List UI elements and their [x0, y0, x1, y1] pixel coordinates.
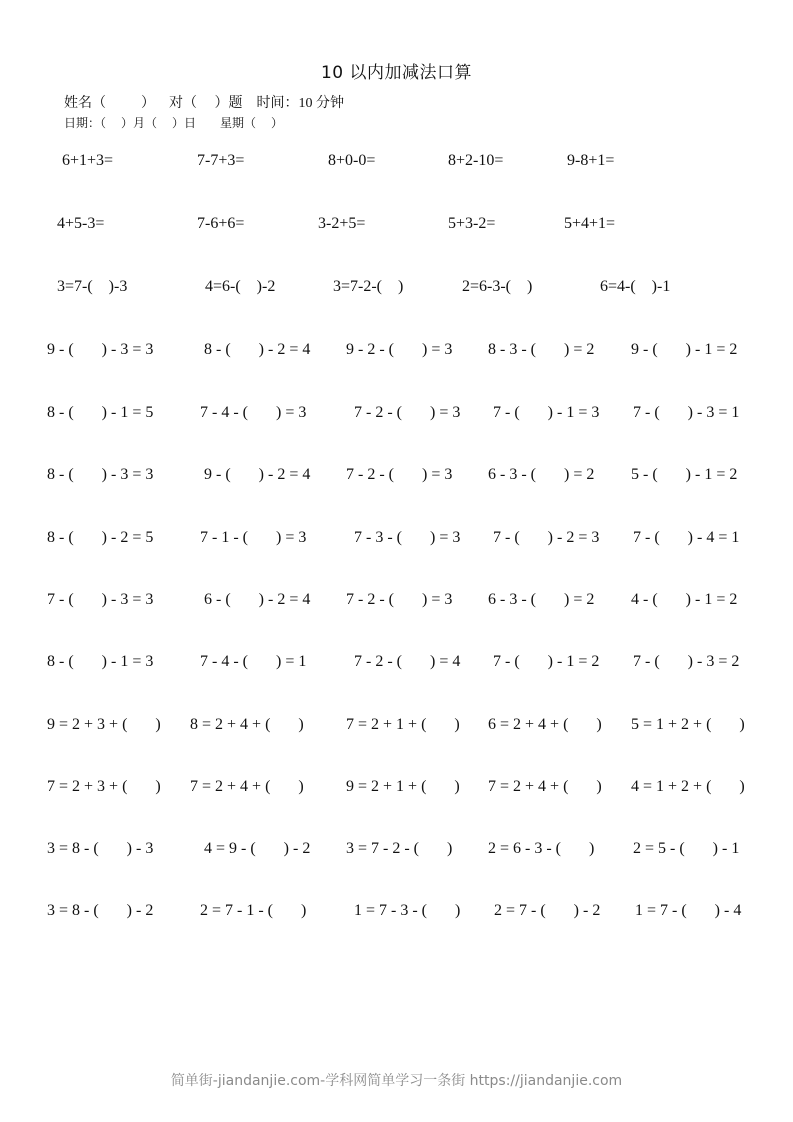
math-problem: 7 - ( ) - 3 = 1 — [633, 404, 740, 421]
math-problem: 2 = 5 - ( ) - 1 — [633, 840, 740, 857]
math-problem: 7 - 3 - ( ) = 3 — [354, 529, 461, 546]
math-problem: 7 = 2 + 4 + ( ) — [190, 778, 304, 795]
problem-row — [0, 152, 793, 176]
math-problem: 6 - 3 - ( ) = 2 — [488, 466, 595, 483]
problem-row — [0, 215, 793, 239]
math-problem: 3=7-2-( ) — [333, 278, 404, 295]
math-problem: 8 = 2 + 4 + ( ) — [190, 716, 304, 733]
math-problem: 9 - ( ) - 3 = 3 — [47, 341, 154, 358]
math-problem: 5+4+1= — [564, 215, 616, 232]
math-problem: 8 - ( ) - 2 = 5 — [47, 529, 154, 546]
math-problem: 8 - ( ) - 3 = 3 — [47, 466, 154, 483]
math-problem: 7 - 2 - ( ) = 3 — [346, 466, 453, 483]
problem-row — [0, 653, 793, 677]
math-problem: 7 - 1 - ( ) = 3 — [200, 529, 307, 546]
math-problem: 3 = 7 - 2 - ( ) — [346, 840, 453, 857]
math-problem: 2 = 7 - ( ) - 2 — [494, 902, 601, 919]
math-problem: 6 = 2 + 4 + ( ) — [488, 716, 602, 733]
math-problem: 7 - ( ) - 3 = 3 — [47, 591, 154, 608]
math-problem: 8 - ( ) - 1 = 3 — [47, 653, 154, 670]
math-problem: 2 = 6 - 3 - ( ) — [488, 840, 595, 857]
math-problem: 9 = 2 + 3 + ( ) — [47, 716, 161, 733]
math-problem: 3=7-( )-3 — [57, 278, 128, 295]
math-problem: 1 = 7 - ( ) - 4 — [635, 902, 742, 919]
math-problem: 7 - ( ) - 1 = 2 — [493, 653, 600, 670]
math-problem: 3-2+5= — [318, 215, 366, 232]
math-problem: 9 - ( ) - 2 = 4 — [204, 466, 311, 483]
math-problem: 9 = 2 + 1 + ( ) — [346, 778, 460, 795]
page-title: 10 以内加减法口算 — [320, 63, 473, 83]
math-problem: 4 = 1 + 2 + ( ) — [631, 778, 745, 795]
math-problem: 3 = 8 - ( ) - 2 — [47, 902, 154, 919]
math-problem: 5 - ( ) - 1 = 2 — [631, 466, 738, 483]
math-problem: 4+5-3= — [57, 215, 105, 232]
math-problem: 7 = 2 + 1 + ( ) — [346, 716, 460, 733]
problem-row — [0, 591, 793, 615]
math-problem: 5+3-2= — [448, 215, 496, 232]
math-problem: 9 - 2 - ( ) = 3 — [346, 341, 453, 358]
math-problem: 7 = 2 + 4 + ( ) — [488, 778, 602, 795]
math-problem: 1 = 7 - 3 - ( ) — [354, 902, 461, 919]
math-problem: 8+2-10= — [448, 152, 504, 169]
problem-row — [0, 778, 793, 802]
problem-row — [0, 840, 793, 864]
problem-row — [0, 404, 793, 428]
problem-row — [0, 341, 793, 365]
math-problem: 6=4-( )-1 — [600, 278, 671, 295]
problem-row — [0, 902, 793, 926]
math-problem: 7-6+6= — [197, 215, 245, 232]
math-problem: 9-8+1= — [567, 152, 615, 169]
math-problem: 7 - 4 - ( ) = 3 — [200, 404, 307, 421]
math-problem: 7 - ( ) - 3 = 2 — [633, 653, 740, 670]
problem-row — [0, 529, 793, 553]
date-info-line: 日期：（ ）月（ ）日 星期（ ） — [64, 116, 284, 130]
math-problem: 6 - ( ) - 2 = 4 — [204, 591, 311, 608]
math-problem: 5 = 1 + 2 + ( ) — [631, 716, 745, 733]
math-problem: 2=6-3-( ) — [462, 278, 533, 295]
math-problem: 7 - 2 - ( ) = 3 — [346, 591, 453, 608]
problem-row — [0, 716, 793, 740]
math-problem: 9 - ( ) - 1 = 2 — [631, 341, 738, 358]
footer-watermark: 简单街-jiandanjie.com-学科网简单学习一条街 https://jiandanjie.com — [170, 1073, 623, 1089]
math-problem: 3 = 8 - ( ) - 3 — [47, 840, 154, 857]
math-problem: 8 - 3 - ( ) = 2 — [488, 341, 595, 358]
math-problem: 8 - ( ) - 1 = 5 — [47, 404, 154, 421]
math-problem: 7 - ( ) - 1 = 3 — [493, 404, 600, 421]
math-problem: 8 - ( ) - 2 = 4 — [204, 341, 311, 358]
math-problem: 2 = 7 - 1 - ( ) — [200, 902, 307, 919]
math-problem: 7 - ( ) - 2 = 3 — [493, 529, 600, 546]
math-problem: 7 - 4 - ( ) = 1 — [200, 653, 307, 670]
math-problem: 4 - ( ) - 1 = 2 — [631, 591, 738, 608]
student-info-line: 姓名（ ） 对（ ）题 时间：10 分钟 — [64, 96, 344, 111]
math-problem: 4=6-( )-2 — [205, 278, 276, 295]
problem-row — [0, 466, 793, 490]
math-problem: 4 = 9 - ( ) - 2 — [204, 840, 311, 857]
math-problem: 6+1+3= — [62, 152, 114, 169]
math-problem: 8+0-0= — [328, 152, 376, 169]
math-problem: 7 - 2 - ( ) = 4 — [354, 653, 461, 670]
math-problem: 7 - ( ) - 4 = 1 — [633, 529, 740, 546]
math-problem: 7 = 2 + 3 + ( ) — [47, 778, 161, 795]
math-problem: 6 - 3 - ( ) = 2 — [488, 591, 595, 608]
math-problem: 7 - 2 - ( ) = 3 — [354, 404, 461, 421]
math-problem: 7-7+3= — [197, 152, 245, 169]
problem-row — [0, 278, 793, 302]
